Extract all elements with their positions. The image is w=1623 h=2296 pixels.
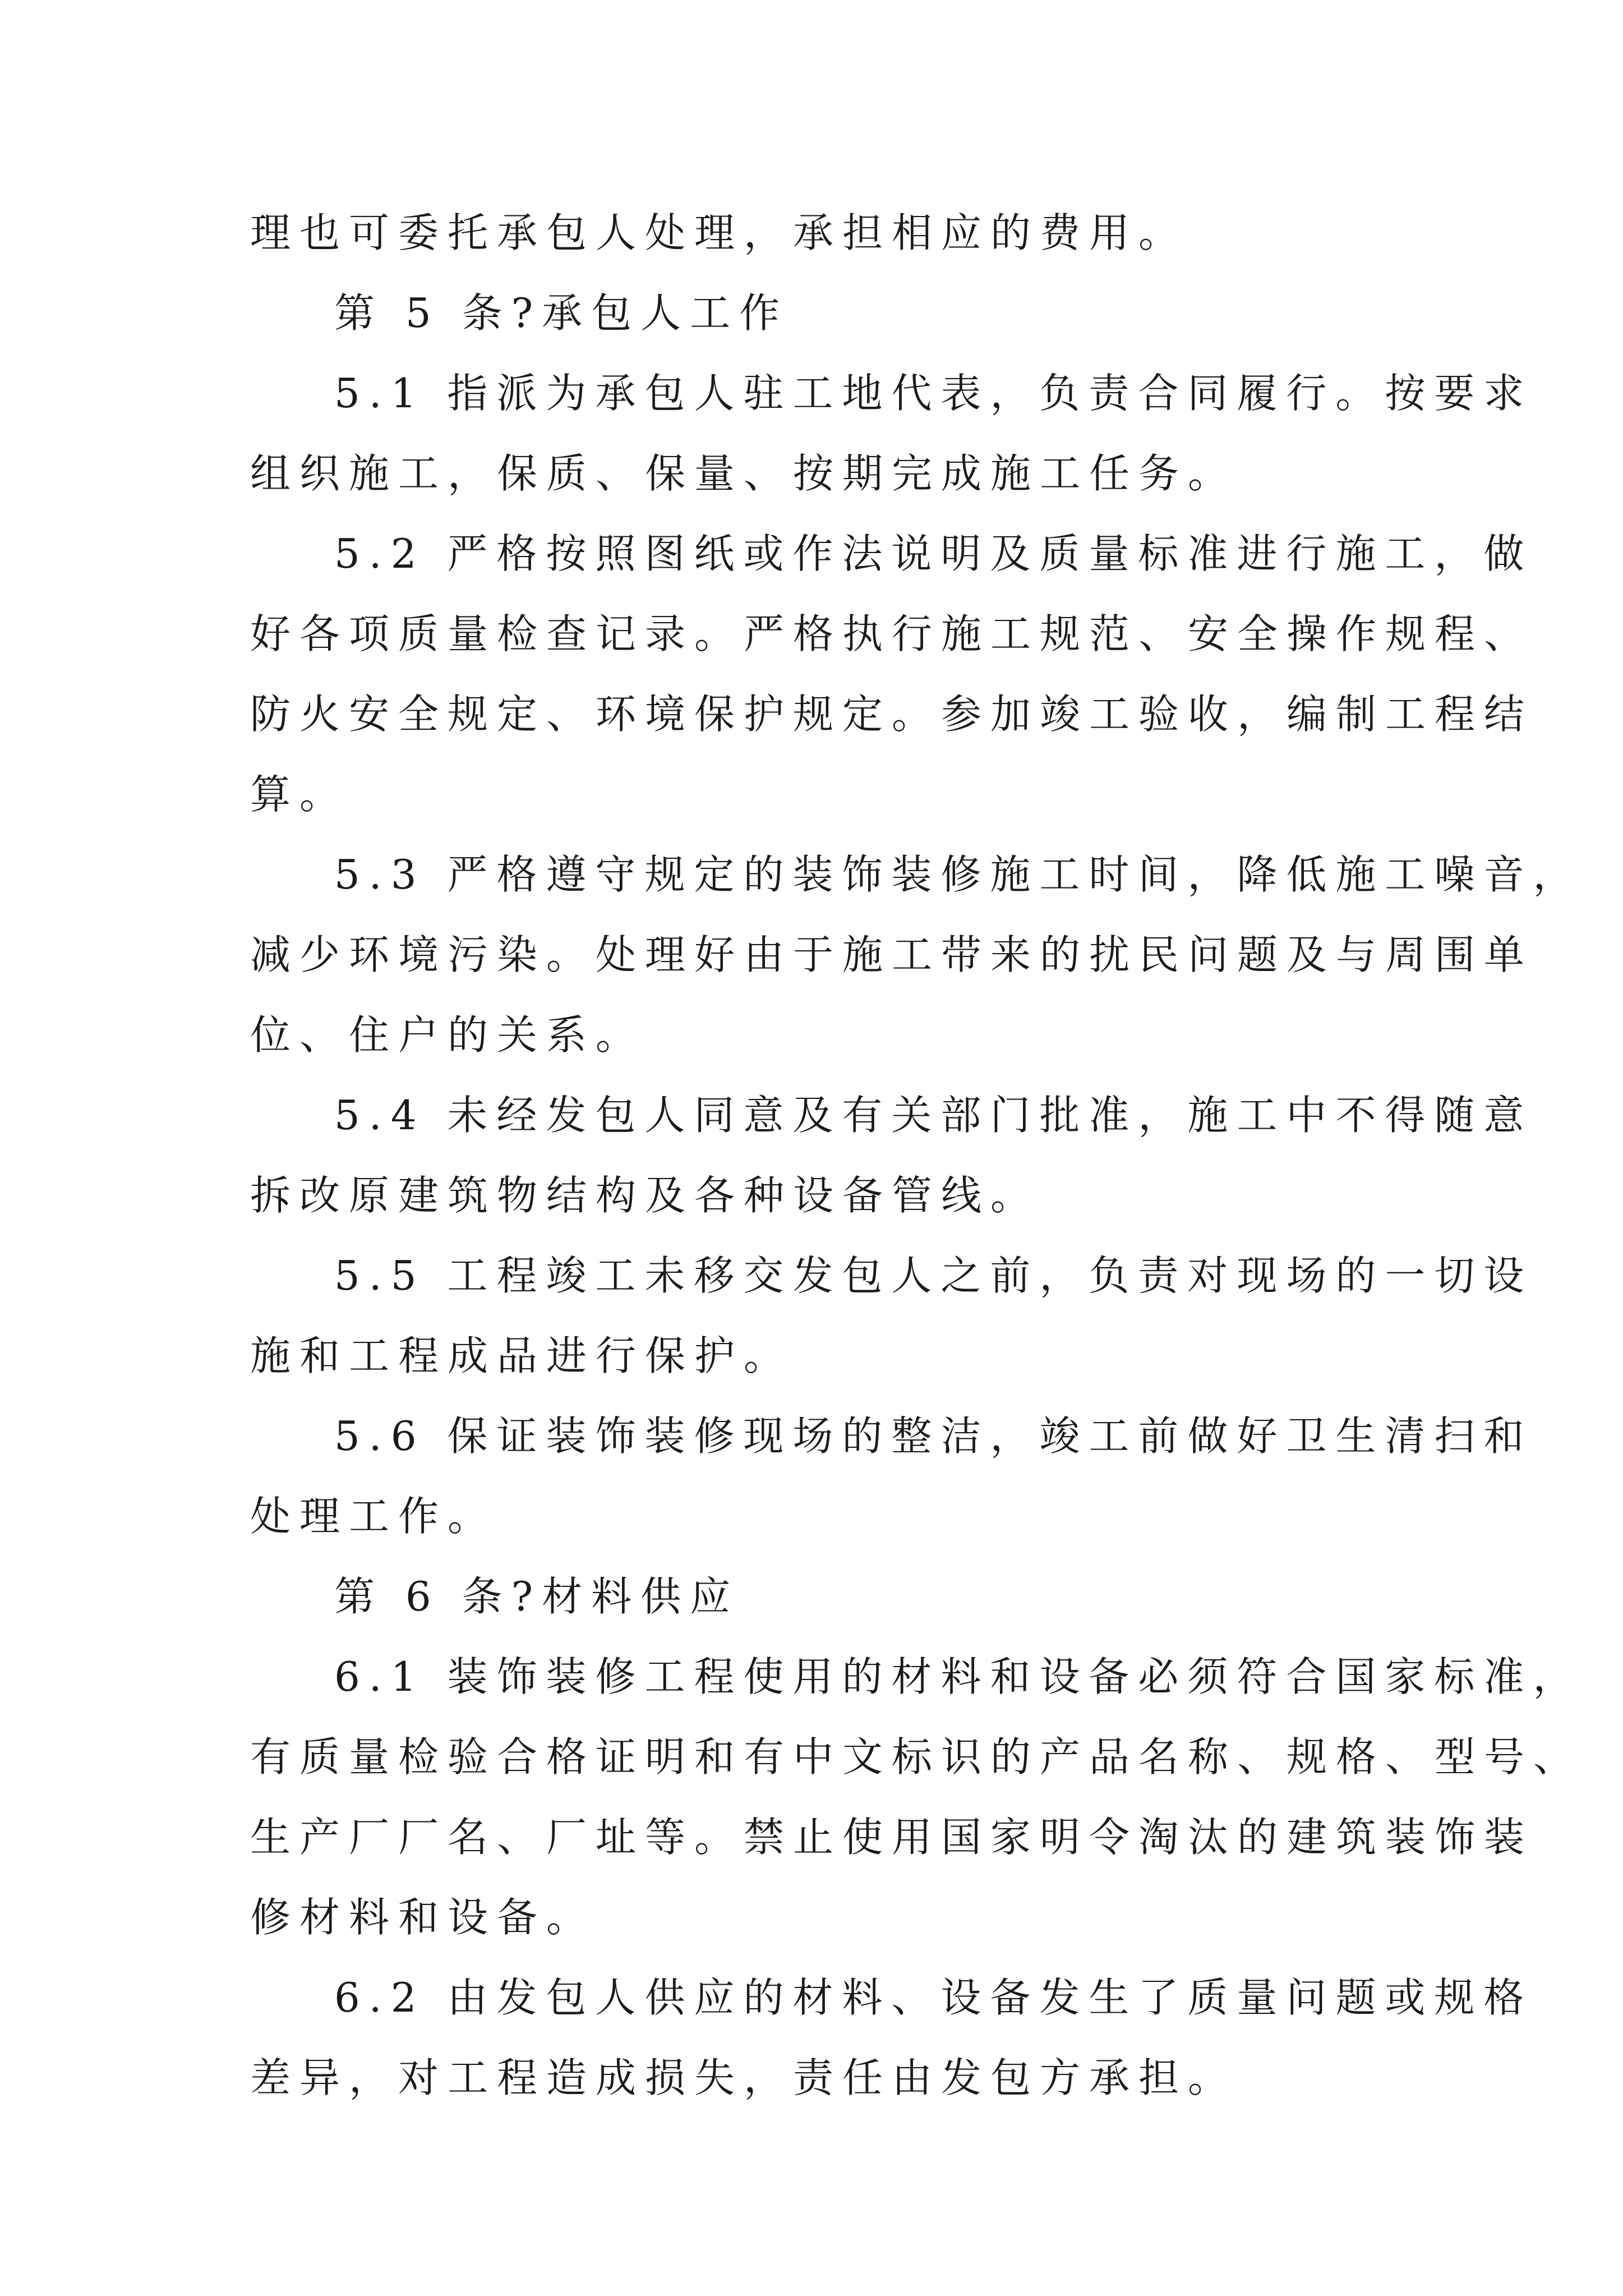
paragraph-line: 5.3 严格遵守规定的装饰装修施工时间，降低施工噪音， xyxy=(334,851,1583,898)
paragraph-line: 处理工作。 xyxy=(250,1493,497,1540)
paragraph-line: 6.2 由发包人供应的材料、设备发生了质量问题或规格 xyxy=(334,1974,1533,2021)
paragraph-line: 修材料和设备。 xyxy=(250,1894,596,1941)
paragraph-line: 拆改原建筑物结构及各种设备管线。 xyxy=(250,1172,1040,1219)
paragraph-line: 有质量检验合格证明和有中文标识的产品名称、规格、型号、 xyxy=(250,1733,1583,1780)
paragraph-line: 算。 xyxy=(250,771,349,818)
paragraph-line: 理也可委托承包人处理，承担相应的费用。 xyxy=(250,209,1188,256)
paragraph-line: 5.5 工程竣工未移交发包人之前，负责对现场的一切设 xyxy=(334,1252,1533,1299)
paragraph-line: 防火安全规定、环境保护规定。参加竣工验收，编制工程结 xyxy=(250,691,1534,738)
paragraph-line: 6.1 装饰装修工程使用的材料和设备必须符合国家标准， xyxy=(334,1653,1583,1700)
paragraph-line: 生产厂厂名、厂址等。禁止使用国家明令淘汰的建筑装饰装 xyxy=(250,1814,1534,1861)
paragraph-line: 施和工程成品进行保护。 xyxy=(250,1332,794,1379)
paragraph-line: 组织施工，保质、保量、按期完成施工任务。 xyxy=(250,450,1238,497)
section-heading: 第 6 条?材料供应 xyxy=(334,1573,740,1620)
section-heading: 第 5 条?承包人工作 xyxy=(334,289,789,337)
paragraph-line: 5.4 未经发包人同意及有关部门批准，施工中不得随意 xyxy=(334,1092,1533,1139)
paragraph-line: 5.6 保证装饰装修现场的整洁，竣工前做好卫生清扫和 xyxy=(334,1412,1533,1460)
paragraph-line: 5.2 严格按照图纸或作法说明及质量标准进行施工，做 xyxy=(334,530,1533,577)
paragraph-line: 差异，对工程造成损失，责任由发包方承担。 xyxy=(250,2054,1238,2101)
paragraph-line: 好各项质量检查记录。严格执行施工规范、安全操作规程、 xyxy=(250,610,1534,657)
paragraph-line: 减少环境污染。处理好由于施工带来的扰民问题及与周围单 xyxy=(250,931,1534,978)
paragraph-line: 5.1 指派为承包人驻工地代表，负责合同履行。按要求 xyxy=(334,370,1533,417)
paragraph-line: 位、住户的关系。 xyxy=(250,1011,645,1059)
